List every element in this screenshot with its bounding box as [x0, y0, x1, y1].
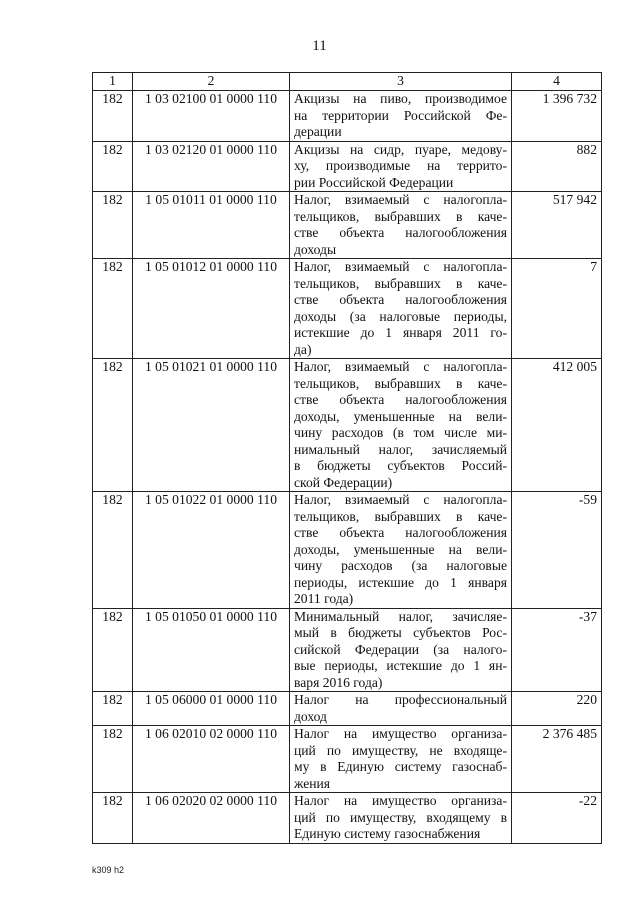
administrator-code: 182: [93, 359, 133, 492]
administrator-code: 182: [93, 608, 133, 692]
description-line: жения: [294, 775, 331, 791]
administrator-code: 182: [93, 91, 133, 142]
table-row: [93, 141, 602, 192]
revenue-description: [290, 141, 512, 192]
description-line: сийской Федерации (за налого-: [294, 641, 507, 657]
budget-classification-code: 1 05 01050 01 0000 110: [133, 608, 290, 692]
document-code: k309 h2: [92, 865, 125, 875]
column-header: 1: [93, 73, 133, 91]
amount: 1 396 732: [512, 91, 602, 142]
budget-classification-code: 1 05 01021 01 0000 110: [133, 359, 290, 492]
table-row: [93, 91, 602, 142]
column-header: 2: [133, 73, 290, 91]
description-line: Единую систему газоснабжения: [294, 826, 481, 841]
description-line: стве объекта налогообложения: [294, 292, 507, 307]
budget-classification-code: 1 03 02120 01 0000 110: [133, 141, 290, 192]
description-line: Минимальный налог, зачисляе-: [294, 608, 507, 624]
description-line: Акцизы на пиво, производимое: [294, 91, 507, 106]
table-row: [93, 692, 602, 726]
description-line: ций по имуществу, не входяще-: [294, 742, 507, 758]
amount: 882: [512, 141, 602, 192]
revenue-description: [290, 793, 512, 844]
administrator-code: 182: [93, 692, 133, 726]
table-row: [93, 192, 602, 259]
description-line: тельщиков, выбравших в каче-: [294, 208, 507, 224]
revenue-description: [290, 91, 512, 142]
column-header: 3: [290, 73, 512, 91]
description-line: му в Единую систему газоснаб-: [294, 759, 507, 774]
description-line: стве объекта налогообложения: [294, 525, 507, 540]
revenue-description: [290, 259, 512, 359]
budget-classification-code: 1 05 06000 01 0000 110: [133, 692, 290, 726]
amount: 220: [512, 692, 602, 726]
description-line: доходы, уменьшенные на вели-: [294, 541, 507, 557]
description-line: Налог на профессиональный: [294, 692, 507, 707]
description-line: Налог на имущество организа-: [294, 793, 507, 808]
amount: 412 005: [512, 359, 602, 492]
revenue-description: [290, 359, 512, 492]
description-line: чину расходов (в том числе ми-: [294, 425, 507, 440]
table-body: [93, 91, 602, 844]
description-line: рии Российской Федерации: [294, 174, 454, 190]
budget-classification-code: 1 05 01012 01 0000 110: [133, 259, 290, 359]
description-line: тельщиков, выбравших в каче-: [294, 375, 507, 391]
revenue-description: [290, 726, 512, 793]
description-line: доходы (за налоговые периоды,: [294, 308, 507, 324]
table-header-row: [93, 73, 602, 91]
administrator-code: 182: [93, 726, 133, 793]
table-row: [93, 726, 602, 793]
description-line: доходы: [294, 241, 337, 257]
revenue-table: [92, 72, 602, 844]
description-line: тельщиков, выбравших в каче-: [294, 508, 507, 524]
amount: -59: [512, 492, 602, 609]
amount: 2 376 485: [512, 726, 602, 793]
revenue-description: [290, 608, 512, 692]
table-row: [93, 793, 602, 844]
description-line: нимальный налог, зачисляемый: [294, 441, 507, 457]
description-line: на территории Российской Фе-: [294, 107, 507, 123]
description-line: тельщиков, выбравших в каче-: [294, 275, 507, 291]
description-line: да): [294, 341, 312, 357]
description-line: истекшие до 1 января 2011 го-: [294, 325, 507, 340]
table-row: [93, 492, 602, 609]
description-line: вые периоды, истекшие до 1 ян-: [294, 658, 507, 673]
budget-classification-code: 1 05 01022 01 0000 110: [133, 492, 290, 609]
description-line: мый в бюджеты субъектов Рос-: [294, 625, 507, 640]
amount: 7: [512, 259, 602, 359]
description-line: ху, производимые на террито-: [294, 158, 507, 173]
description-line: доходы, уменьшенные на вели-: [294, 408, 507, 424]
description-line: ской Федерации): [294, 474, 393, 490]
amount: 517 942: [512, 192, 602, 259]
description-line: Налог, взимаемый с налогопла-: [294, 359, 507, 374]
description-line: дерации: [294, 124, 342, 139]
page-number: 11: [312, 38, 327, 54]
description-line: 2011 года): [294, 591, 354, 606]
administrator-code: 182: [93, 259, 133, 359]
description-line: стве объекта налогообложения: [294, 392, 507, 407]
administrator-code: 182: [93, 192, 133, 259]
amount: -37: [512, 608, 602, 692]
description-line: Налог на имущество организа-: [294, 726, 507, 741]
description-line: Акцизы на сидр, пуаре, медову-: [294, 141, 507, 157]
revenue-description: [290, 692, 512, 726]
amount: -22: [512, 793, 602, 844]
administrator-code: 182: [93, 141, 133, 192]
description-line: ций по имуществу, входящему в: [294, 809, 507, 825]
administrator-code: 182: [93, 492, 133, 609]
revenue-description: [290, 192, 512, 259]
table-row: [93, 359, 602, 492]
description-line: стве объекта налогообложения: [294, 225, 507, 240]
budget-classification-code: 1 03 02100 01 0000 110: [133, 91, 290, 142]
column-header: 4: [512, 73, 602, 91]
description-line: Налог, взимаемый с налогопла-: [294, 492, 507, 507]
revenue-description: [290, 492, 512, 609]
administrator-code: 182: [93, 793, 133, 844]
description-line: в бюджеты субъектов Россий-: [294, 458, 507, 473]
description-line: чину расходов (за налоговые: [294, 558, 507, 573]
table-row: [93, 259, 602, 359]
description-line: доход: [294, 708, 327, 724]
description-line: варя 2016 года): [294, 674, 383, 690]
table-row: [93, 608, 602, 692]
description-line: Налог, взимаемый с налогопла-: [294, 259, 507, 274]
budget-classification-code: 1 06 02020 02 0000 110: [133, 793, 290, 844]
budget-classification-code: 1 05 01011 01 0000 110: [133, 192, 290, 259]
description-line: Налог, взимаемый с налогопла-: [294, 192, 507, 207]
description-line: периоды, истекшие до 1 января: [294, 574, 507, 590]
budget-classification-code: 1 06 02010 02 0000 110: [133, 726, 290, 793]
